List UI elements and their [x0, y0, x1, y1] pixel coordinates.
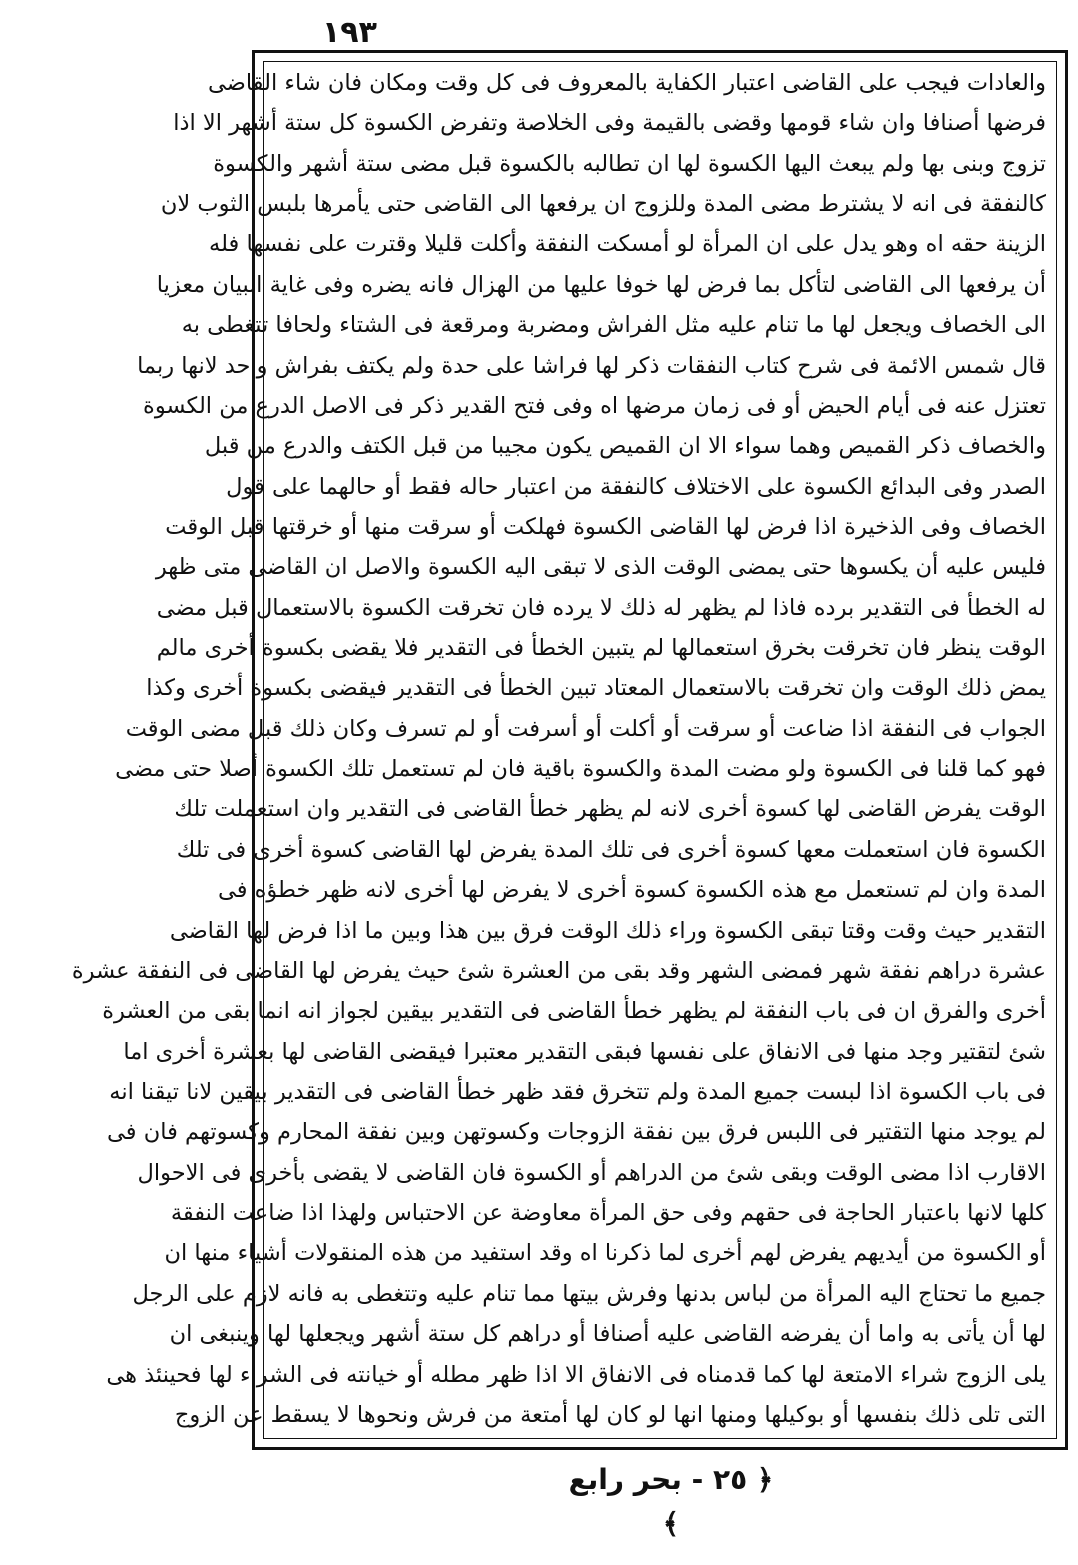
text-line: التقدير حيث وقت وقتا تبقى الكسوة وراء ذلك الوقت فرق بين هذا وبين ما اذا فرض لها القاضى — [169, 917, 1046, 944]
text-line: الكسوة فان استعملت معها كسوة أخرى فى تلك المدة يفرض لها القاضى كسوة أخرى فى تلك — [176, 836, 1046, 863]
text-line: الاقارب اذا مضى الوقت وبقى شئ من الدراهم أو الكسوة فان القاضى لا يقضى بأخرى فى الاحوال — [137, 1159, 1046, 1186]
text-line: عشرة دراهم نفقة شهر فمضى الشهر وقد بقى من العشرة شئ حيث يفرض لها القاضى فى النفقة عشرة — [71, 957, 1046, 984]
text-line: له الخطأ فى التقدير برده فاذا لم يظهر له ذلك لا يرده فان تخرقت الكسوة بالاستعمال قبل مضى — [156, 594, 1046, 621]
text-line: فرضها أصنافا وان شاء قومها وقضى بالقيمة وفى الخلاصة وتفرض الكسوة كل ستة أشهر الا اذا — [173, 110, 1046, 137]
text-frame — [71, 61, 1057, 1439]
footer-signature: ﴿ ٢٥ - بحر رابع ﴾ — [568, 1463, 774, 1540]
text-line: جميع ما تحتاج اليه المرأة من لباس بدنها وفرش بيتها مما تنام عليه وتتغطى به فانه لازم على الرجل — [132, 1280, 1046, 1307]
text-line: الوقت يفرض القاضى لها كسوة أخرى لانه لم يظهر خطأ القاضى فى التقدير وان استعملت تلك — [174, 796, 1046, 823]
text-line: فليس عليه أن يكسوها حتى يمضى الوقت الذى لا تبقى اليه الكسوة والاصل ان القاضى متى ظهر — [155, 554, 1046, 581]
text-line: لها أن يأتى به واما أن يفرضه القاضى عليه أصنافا أو دراهم كل ستة أشهر ويجعلها لها وينبغى ان — [169, 1321, 1046, 1348]
page-number: ١٩٣ — [322, 15, 377, 50]
text-line: المدة وان لم تستعمل مع هذه الكسوة كسوة أخرى لا يفرض لها أخرى لانه ظهر خطؤه فى — [217, 877, 1046, 904]
page-border — [71, 50, 1068, 1450]
text-line: فى باب الكسوة اذا لبست جميع المدة ولم تتخرق فقد ظهر خطأ القاضى فى التقدير بيقين لانا تيقنا انه — [109, 1078, 1046, 1105]
text-line: أو الكسوة من أيديهم يفرض لهم أخرى لما ذكرنا اه وقد استفيد من هذه المنقولات أشياء منها ان — [164, 1240, 1046, 1267]
text-line: فهو كما قلنا فى الكسوة ولو مضت المدة والكسوة باقية فان لم تستعمل تلك الكسوة أصلا حتى مضى — [115, 756, 1046, 783]
text-line: كالنفقة فى انه لا يشترط مضى المدة وللزوج ان يرفعها الى القاضى حتى يأمرها بلبس الثوب لان — [160, 191, 1046, 218]
text-line: أن يرفعها الى القاضى لتأكل بما فرض لها خوفا عليها من الهزال فانه يضره وفى غاية البيان معزيا — [156, 271, 1046, 298]
text-line: والخصاف ذكر القميص وهما سواء الا ان القميص يكون مجيبا من قبل الكتف والدرع من قبل — [204, 433, 1046, 460]
text-line: تزوج وبنى بها ولم يبعث اليها الكسوة لها ان تطالبه بالكسوة قبل مضى ستة أشهر والكسوة — [213, 150, 1046, 177]
text-line: يمض ذلك الوقت وان تخرقت بالاستعمال المعتاد تبين الخطأ فى التقدير فيقضى بكسوة أخرى وكذا — [146, 675, 1046, 702]
text-line: الخصاف وفى الذخيرة اذا فرض لها القاضى الكسوة فهلكت أو سرقت منها أو خرقتها قبل الوقت — [165, 513, 1046, 540]
text-line: الوقت ينظر فان تخرقت بخرق استعمالها لم يتبين الخطأ فى التقدير فلا يقضى بكسوة أخرى مالم — [156, 635, 1046, 662]
text-line: الى الخصاف ويجعل لها ما تنام عليه مثل الفراش ومضربة ومرقعة فى الشتاء ولحافا تتغطى به — [181, 312, 1046, 339]
text-line: قال شمس الائمة فى شرح كتاب النفقات ذكر لها فراشا على حدة ولم يكتف بفراش واحد لانها ربما — [137, 352, 1046, 379]
text-line: الجواب فى النفقة اذا ضاعت أو سرقت أو أكلت أو أسرفت أو لم تسرف وكان ذلك قبل مضى الوقت — [125, 715, 1046, 742]
text-line: أخرى والفرق ان فى باب النفقة لم يظهر خطأ القاضى فى التقدير بيقين لجواز انه انما بقى من العشرة — [102, 998, 1046, 1025]
text-line: شئ لتقتير وجد منها فى الانفاق على نفسها فبقى التقدير معتبرا فيقضى القاضى لها بعشرة أخرى اما — [123, 1038, 1046, 1065]
text-line: الزينة حقه اه وهو يدل على ان المرأة لو أمسكت النفقة وأكلت قليلا وقترت على نفسها فله — [209, 231, 1046, 258]
body-text — [71, 68, 1046, 1432]
text-line: لم يوجد منها التقتير فى اللبس فرق بين نفقة الزوجات وكسوتهن وبين نفقة المحارم وكسوتهم فان فى — [107, 1119, 1046, 1146]
text-line: تعتزل عنه فى أيام الحيض أو فى زمان مرضها اه وفى فتح القدير ذكر فى الاصل الدرع من الكسوة — [143, 392, 1046, 419]
text-line: والعادات فيجب على القاضى اعتبار الكفاية بالمعروف فى كل وقت ومكان فان شاء القاضى — [208, 70, 1046, 96]
text-line: التى تلى ذلك بنفسها أو بوكيلها ومنها انها لو كان لها أمتعة من فرش ونحوها لا يسقط عن الزوج — [174, 1401, 1046, 1428]
text-line: يلى الزوج شراء الامتعة لها كما قدمناه فى الانفاق الا اذا ظهر مطله أو خيانته فى الشراء لها فحينئذ هى — [106, 1361, 1046, 1388]
text-line: الصدر وفى البدائع الكسوة على الاختلاف كالنفقة من اعتبار حاله فقط أو حالهما على قول — [226, 473, 1046, 500]
text-line: كلها لانها باعتبار الحاجة فى حقهم وفى حق المرأة معاوضة عن الاحتباس ولهذا اذا ضاعت النفقة — [170, 1200, 1046, 1227]
